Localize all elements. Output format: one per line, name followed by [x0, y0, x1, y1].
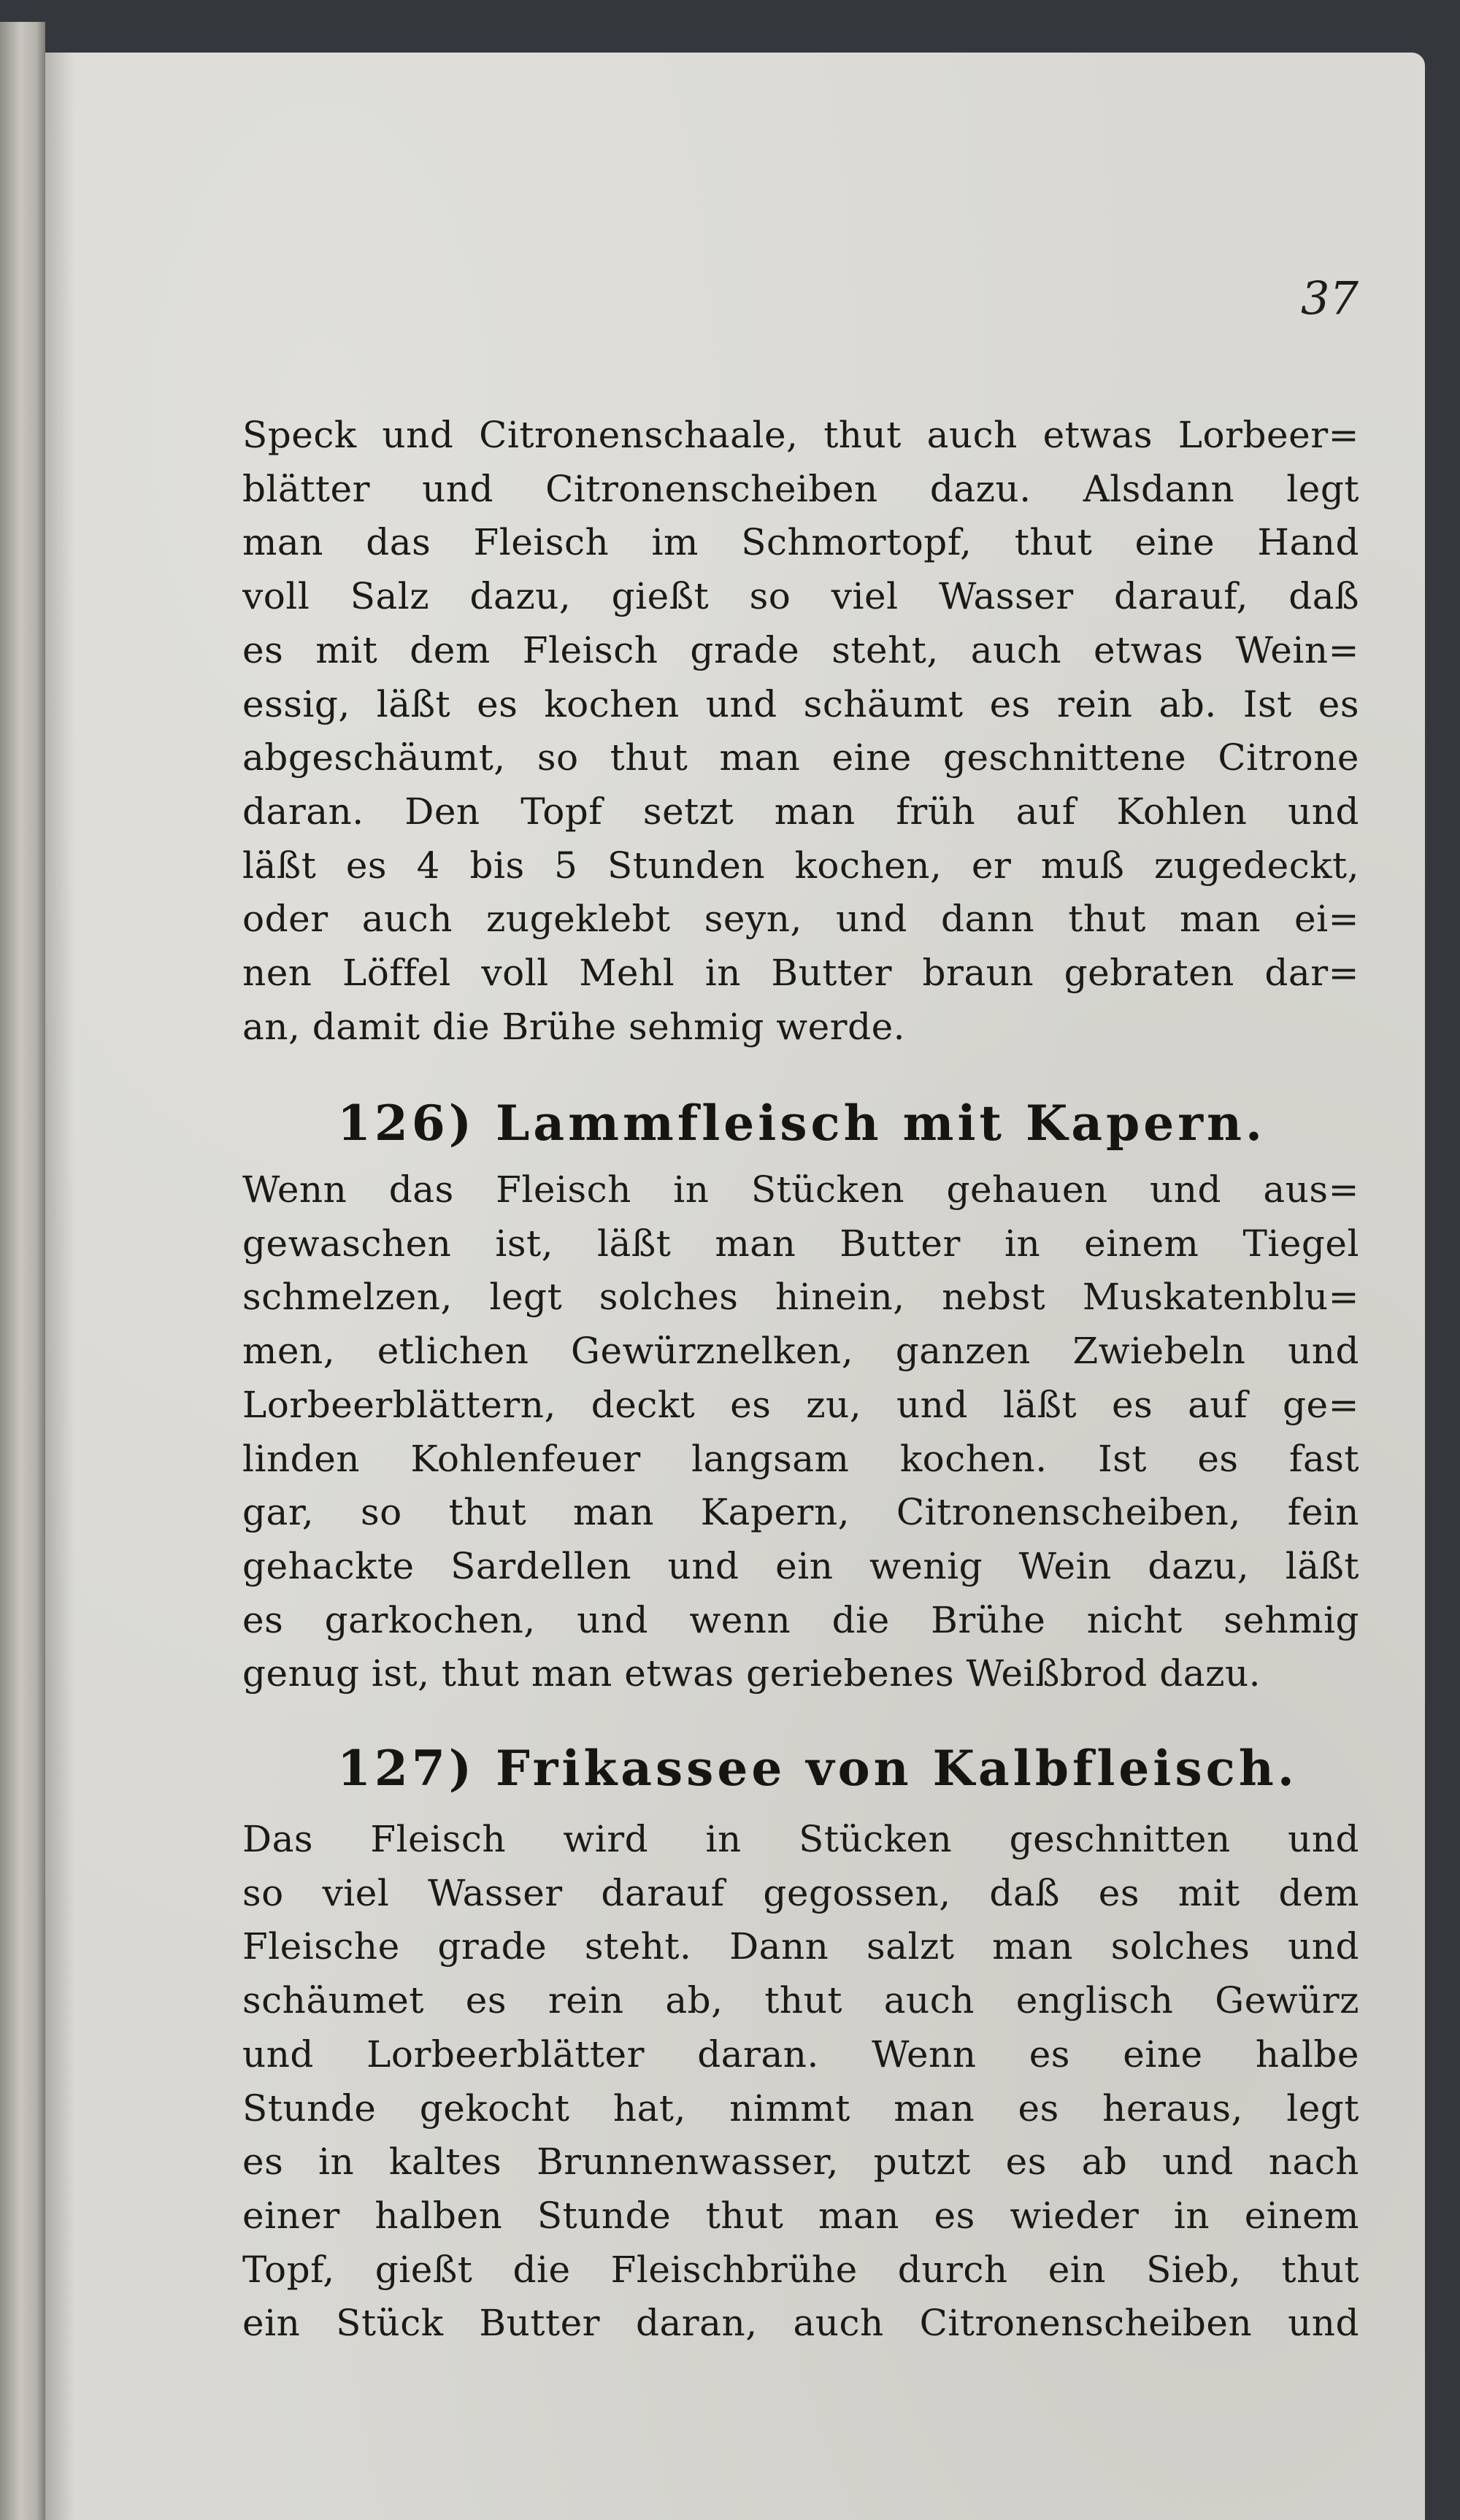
- book-spine-edge: [0, 22, 45, 2520]
- text-line: so viel Wasser darauf gegossen, daß es mit dem: [242, 1871, 1359, 1914]
- text-line: einer halben Stunde thut man es wieder in einem: [242, 2194, 1359, 2237]
- text-line: oder auch zugeklebt seyn, und dann thut man ei=: [242, 898, 1359, 941]
- book-page: [45, 53, 1425, 2520]
- text-line: blätter und Citronenscheiben dazu. Alsdann legt: [242, 467, 1359, 510]
- text-line: gehackte Sardellen und ein wenig Wein dazu, läßt: [242, 1544, 1359, 1587]
- recipe-heading-126: 126) Lammfleisch mit Kapern.: [337, 1095, 1267, 1152]
- text-line: Topf, gießt die Fleischbrühe durch ein Sieb, thut: [242, 2248, 1359, 2291]
- recipe-heading-127: 127) Frikassee von Kalbfleisch.: [337, 1740, 1298, 1797]
- text-line: es garkochen, und wenn die Brühe nicht sehmig: [242, 1598, 1359, 1641]
- text-line: linden Kohlenfeuer langsam kochen. Ist es fast: [242, 1437, 1359, 1480]
- text-line: schäumet es rein ab, thut auch englisch Gewürz: [242, 1979, 1359, 2022]
- text-line: Fleische grade steht. Dann salzt man solches und: [242, 1925, 1359, 1968]
- text-line: voll Salz dazu, gießt so viel Wasser darauf, daß: [242, 575, 1359, 618]
- text-line: läßt es 4 bis 5 Stunden kochen, er muß zugedeckt,: [242, 844, 1359, 887]
- text-line: man das Fleisch im Schmortopf, thut eine Hand: [242, 521, 1359, 564]
- text-line: gewaschen ist, läßt man Butter in einem Tiegel: [242, 1222, 1359, 1265]
- text-line: abgeschäumt, so thut man eine geschnittene Citrone: [242, 736, 1359, 779]
- text-line: genug ist, thut man etwas geriebenes Weißbrod dazu.: [242, 1652, 1261, 1695]
- text-line: ein Stück Butter daran, auch Citronenscheiben und: [242, 2302, 1359, 2345]
- text-line: es in kaltes Brunnenwasser, putzt es ab und nach: [242, 2141, 1359, 2184]
- recipe-126-text: [242, 1163, 1359, 1701]
- text-line: es mit dem Fleisch grade steht, auch etwas Wein=: [242, 628, 1359, 671]
- text-line: Stunde gekocht hat, nimmt man es heraus, legt: [242, 2086, 1359, 2130]
- text-line: an, damit die Brühe sehmig werde.: [242, 1005, 906, 1048]
- text-line: gar, so thut man Kapern, Citronenscheiben, fein: [242, 1491, 1359, 1534]
- text-line: Wenn das Fleisch in Stücken gehauen und aus=: [242, 1168, 1359, 1211]
- text-line: nen Löffel voll Mehl in Butter braun gebraten dar=: [242, 952, 1359, 995]
- text-line: daran. Den Topf setzt man früh auf Kohlen und: [242, 790, 1359, 833]
- page-number: 37: [1301, 271, 1359, 325]
- recipe-continuation-text: [242, 409, 1359, 1054]
- text-line: Speck und Citronenschaale, thut auch etwas Lorbeer=: [242, 414, 1359, 456]
- text-line: schmelzen, legt solches hinein, nebst Muskatenblu=: [242, 1276, 1359, 1319]
- text-line: Lorbeerblättern, deckt es zu, und läßt es auf ge=: [242, 1383, 1359, 1426]
- text-line: und Lorbeerblätter daran. Wenn es eine halbe: [242, 2032, 1359, 2076]
- recipe-127-text: [242, 1813, 1359, 2351]
- text-line: essig, läßt es kochen und schäumt es rein ab. Ist es: [242, 682, 1359, 725]
- text-line: men, etlichen Gewürznelken, ganzen Zwiebeln und: [242, 1330, 1359, 1373]
- text-line: Das Fleisch wird in Stücken geschnitten und: [242, 1818, 1359, 1860]
